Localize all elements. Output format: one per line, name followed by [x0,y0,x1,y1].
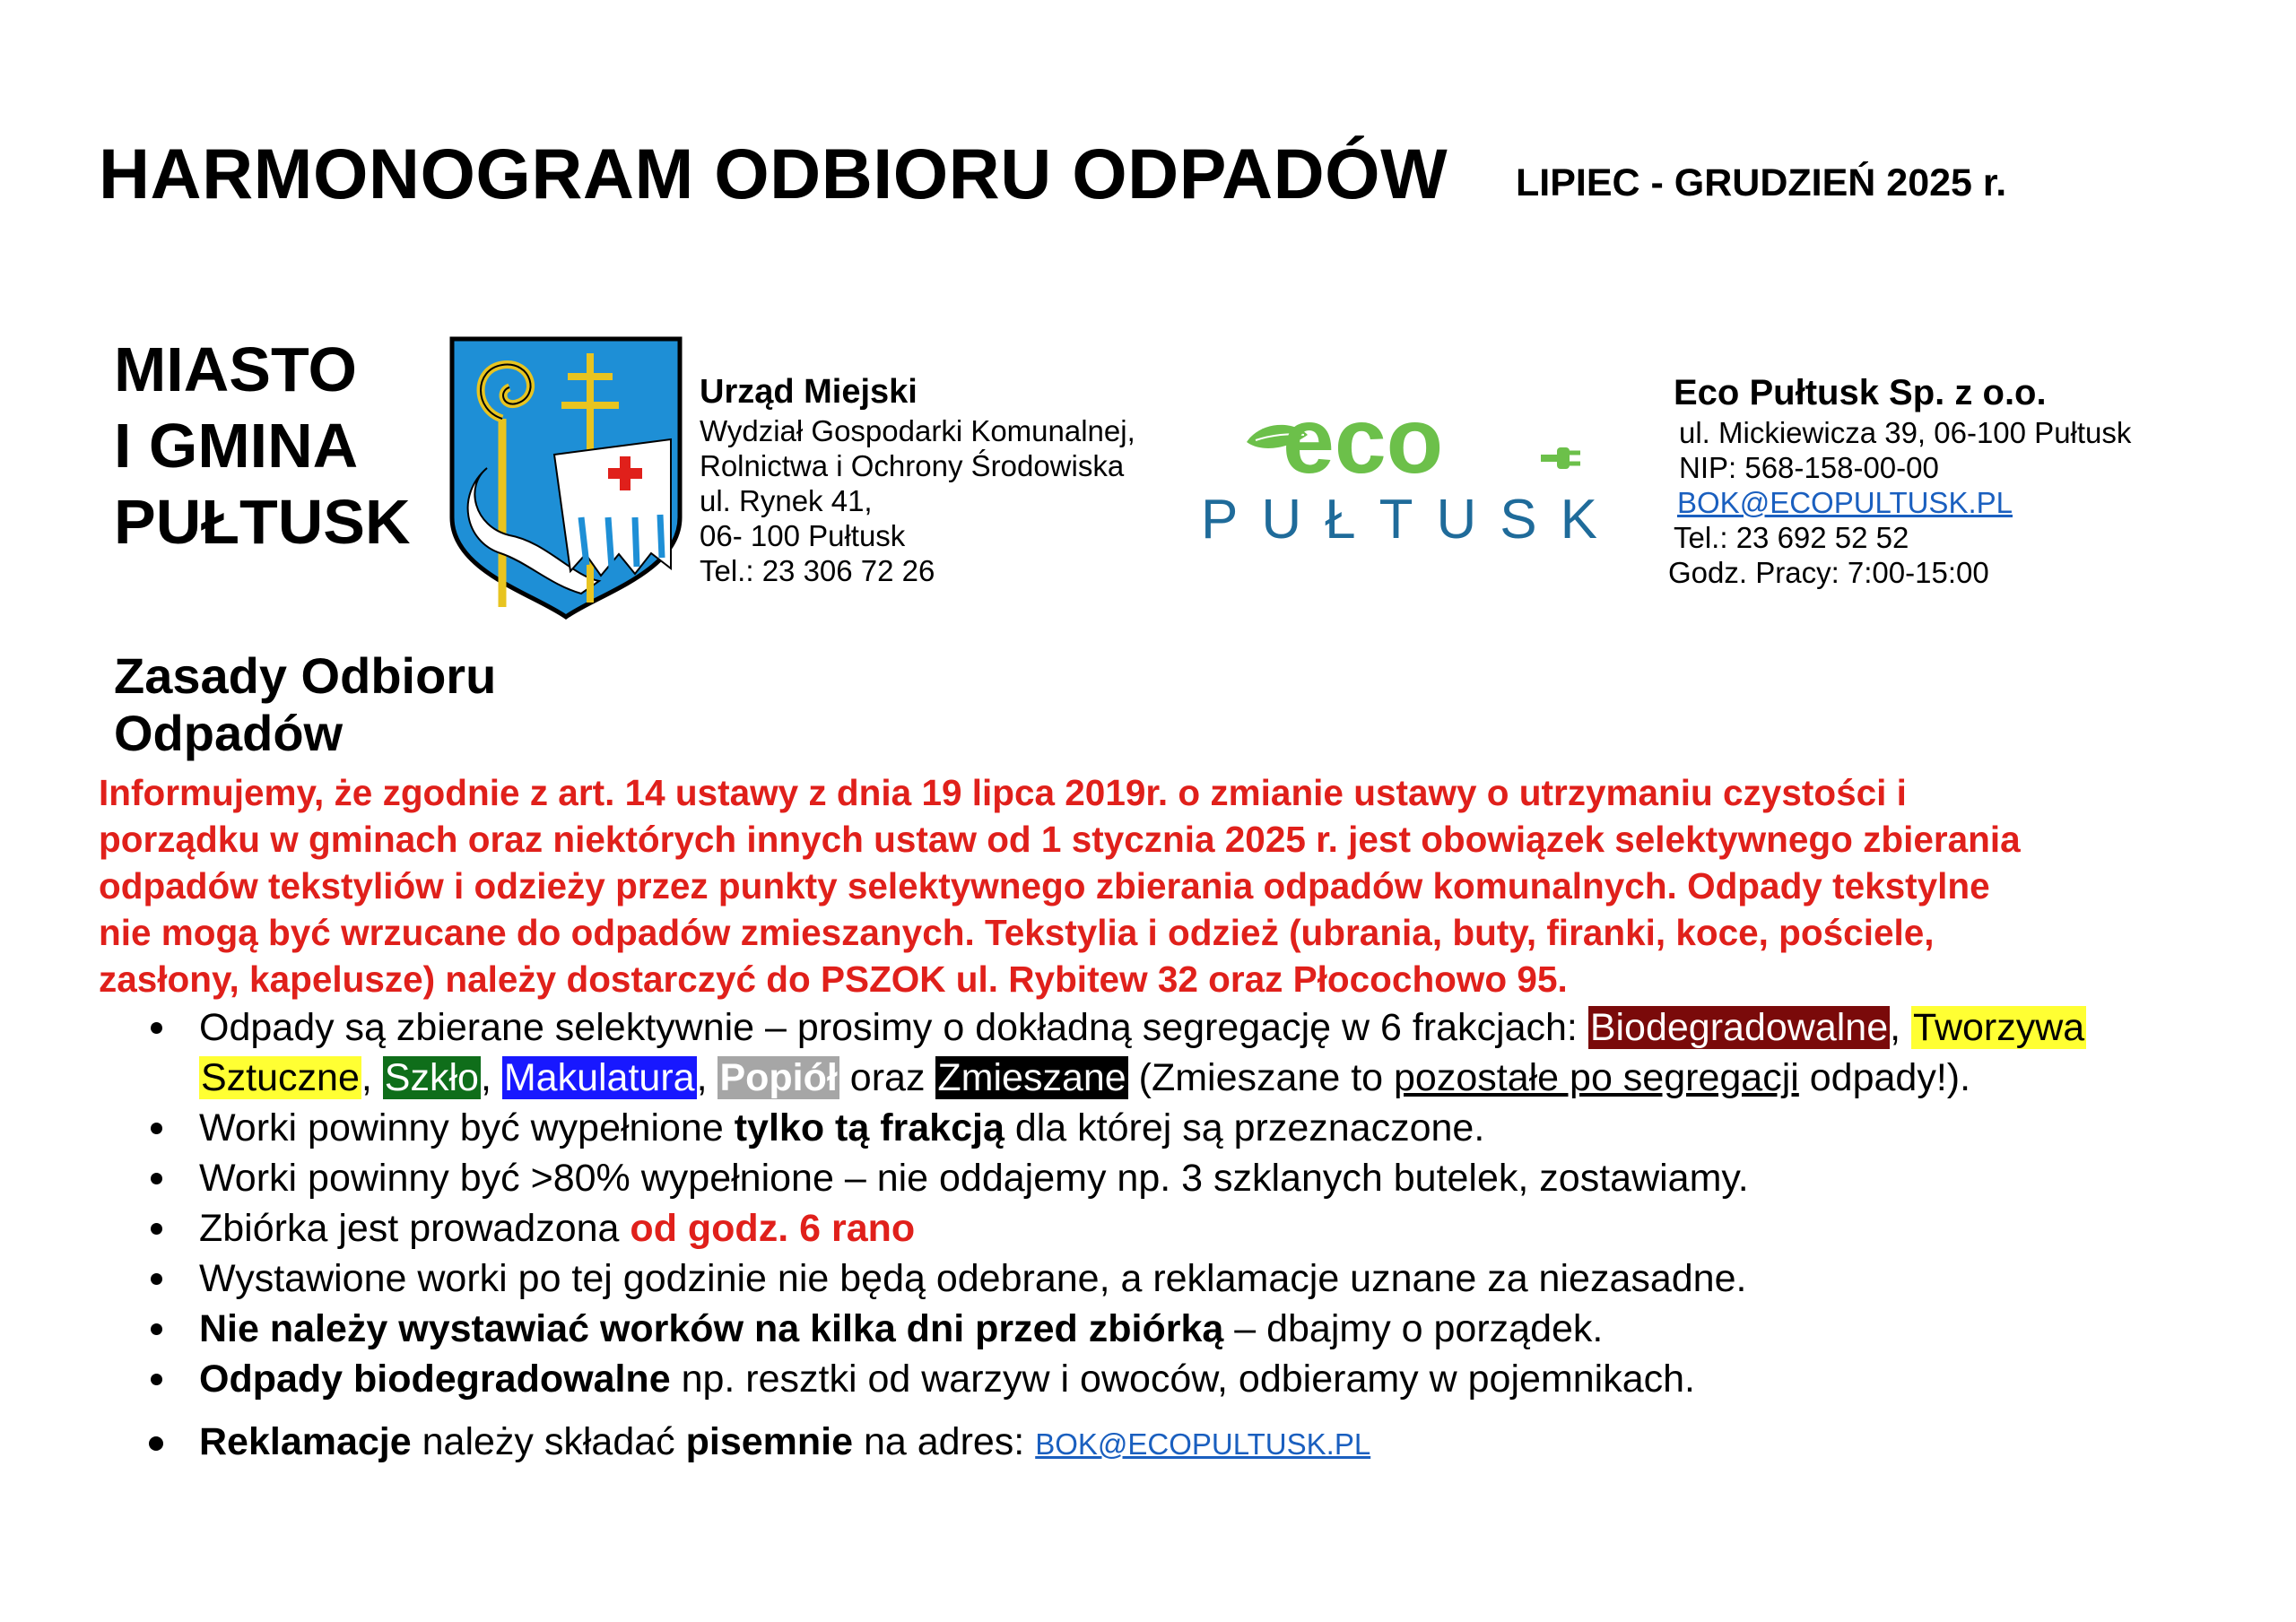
list-item: Nie należy wystawiać worków na kilka dni przed zbiórką – dbajmy o porządek. [144,1304,2278,1354]
notice-line: nie mogą być wrzucane do odpadów zmieszanych. Tekstylia i odzież (ubrania, buty, firanki, koce, pościele, [99,912,1935,953]
office-name: Urząd Miejski [700,373,918,411]
fraction-ash: Popiół [719,1056,838,1099]
company-email-link[interactable]: BOK@ECOPULTUSK.PL [1677,486,2013,519]
office-line: Rolnictwa i Ochrony Środowiska [700,449,1125,482]
fraction-plastic: Tworzywa [1913,1006,2085,1049]
rules-list [144,1002,2278,1470]
rules-heading-line: Zasady Odbioru [114,647,497,704]
complaint-email-link[interactable]: BOK@ECOPULTUSK.PL [1035,1427,1371,1461]
textile-notice [99,769,2269,1002]
bullet-icon [151,1323,162,1335]
municipality-line: PUŁTUSK [114,487,411,557]
office-phone: Tel.: 23 306 72 26 [700,554,935,587]
company-hours: Godz. Pracy: 7:00-15:00 [1668,556,1989,589]
company-address: ul. Mickiewicza 39, 06-100 Pułtusk [1679,416,2132,449]
list-item: Wystawione worki po tej godzinie nie będą odebrane, a reklamacje uznane za niezasadne. [144,1253,2278,1304]
bullet-icon [151,1022,162,1034]
bullet-icon [151,1374,162,1385]
bullet-icon [151,1273,162,1285]
fraction-plastic: Sztuczne [201,1056,360,1099]
logo-pultusk-text: PUŁTUSK [1201,489,1621,551]
notice-line: Informujemy, że zgodnie z art. 14 ustawy z dnia 19 lipca 2019r. o zmianie ustawy o utrzymaniu czystości i [99,772,1907,813]
list-item-continuation: Sztuczne, Szkło, Makulatura, Popiół oraz Zmieszane (Zmieszane to pozostałe po segregacji odpady!). [201,1056,1971,1099]
municipality-line: MIASTO [114,334,357,404]
company-nip: NIP: 568-158-00-00 [1679,451,1939,484]
schedule-period: LIPIEC - GRUDZIEŃ 2025 r. [1516,161,2007,204]
list-item: Worki powinny być >80% wypełnione – nie oddajemy np. 3 szklanych butelek, zostawiamy. [144,1153,2278,1203]
municipality-name [114,332,411,560]
office-line: Wydział Gospodarki Komunalnej, [700,414,1135,447]
company-contact [1668,370,2132,590]
page-title: HARMONOGRAM ODBIORU ODPADÓW [99,134,1448,213]
list-item: Zbiórka jest prowadzona od godz. 6 rano [144,1203,2278,1253]
bullet-icon [151,1123,162,1134]
list-item: Reklamacje należy składać pisemnie na adres: BOK@ECOPULTUSK.PL [144,1417,2278,1470]
list-item: Odpady są zbierane selektywnie – prosimy o dokładną segregację w 6 frakcjach: Biodegradowalne, Tworzywa [144,1002,2278,1053]
rules-heading-line: Odpadów [114,705,344,761]
office-contact [700,370,1135,588]
fraction-glass: Szkło [384,1056,479,1099]
bullet-icon [151,1173,162,1184]
notice-line: odpadów tekstyliów i odzieży przez punkty selektywnego zbierania odpadów komunalnych. Odpady tekstylne [99,865,1990,906]
company-name: Eco Pułtusk Sp. z o.o. [1674,373,2047,412]
logo-eco-text: eco [1283,408,1444,493]
list-item: Worki powinny być wypełnione tylko tą frakcją dla której są przeznaczone. [144,1103,2278,1153]
bullet-icon [149,1436,163,1451]
fraction-biodegradable: Biodegradowalne [1589,1006,1889,1049]
rules-heading [114,647,496,762]
municipality-line: I GMINA [114,411,359,481]
office-line: ul. Rynek 41, [700,484,873,517]
fraction-mixed: Zmieszane [937,1056,1126,1099]
office-line: 06- 100 Pułtusk [700,519,906,552]
company-phone: Tel.: 23 692 52 52 [1674,521,1909,554]
notice-line: porządku w gminach oraz niektórych innych ustaw od 1 stycznia 2025 r. jest obowiązek selektywnego zbierania [99,819,2021,860]
fraction-paper: Makulatura [503,1056,695,1099]
notice-line: zasłony, kapelusze) należy dostarczyć do PSZOK ul. Rybitew 32 oraz Płocochowo 95. [99,958,1568,1000]
coat-of-arms-icon [447,334,685,620]
eco-pultusk-logo [1182,408,1639,551]
list-item: Odpady biodegradowalne np. resztki od warzyw i owoców, odbieramy w pojemnikach. [144,1354,2278,1404]
bullet-icon [151,1223,162,1235]
